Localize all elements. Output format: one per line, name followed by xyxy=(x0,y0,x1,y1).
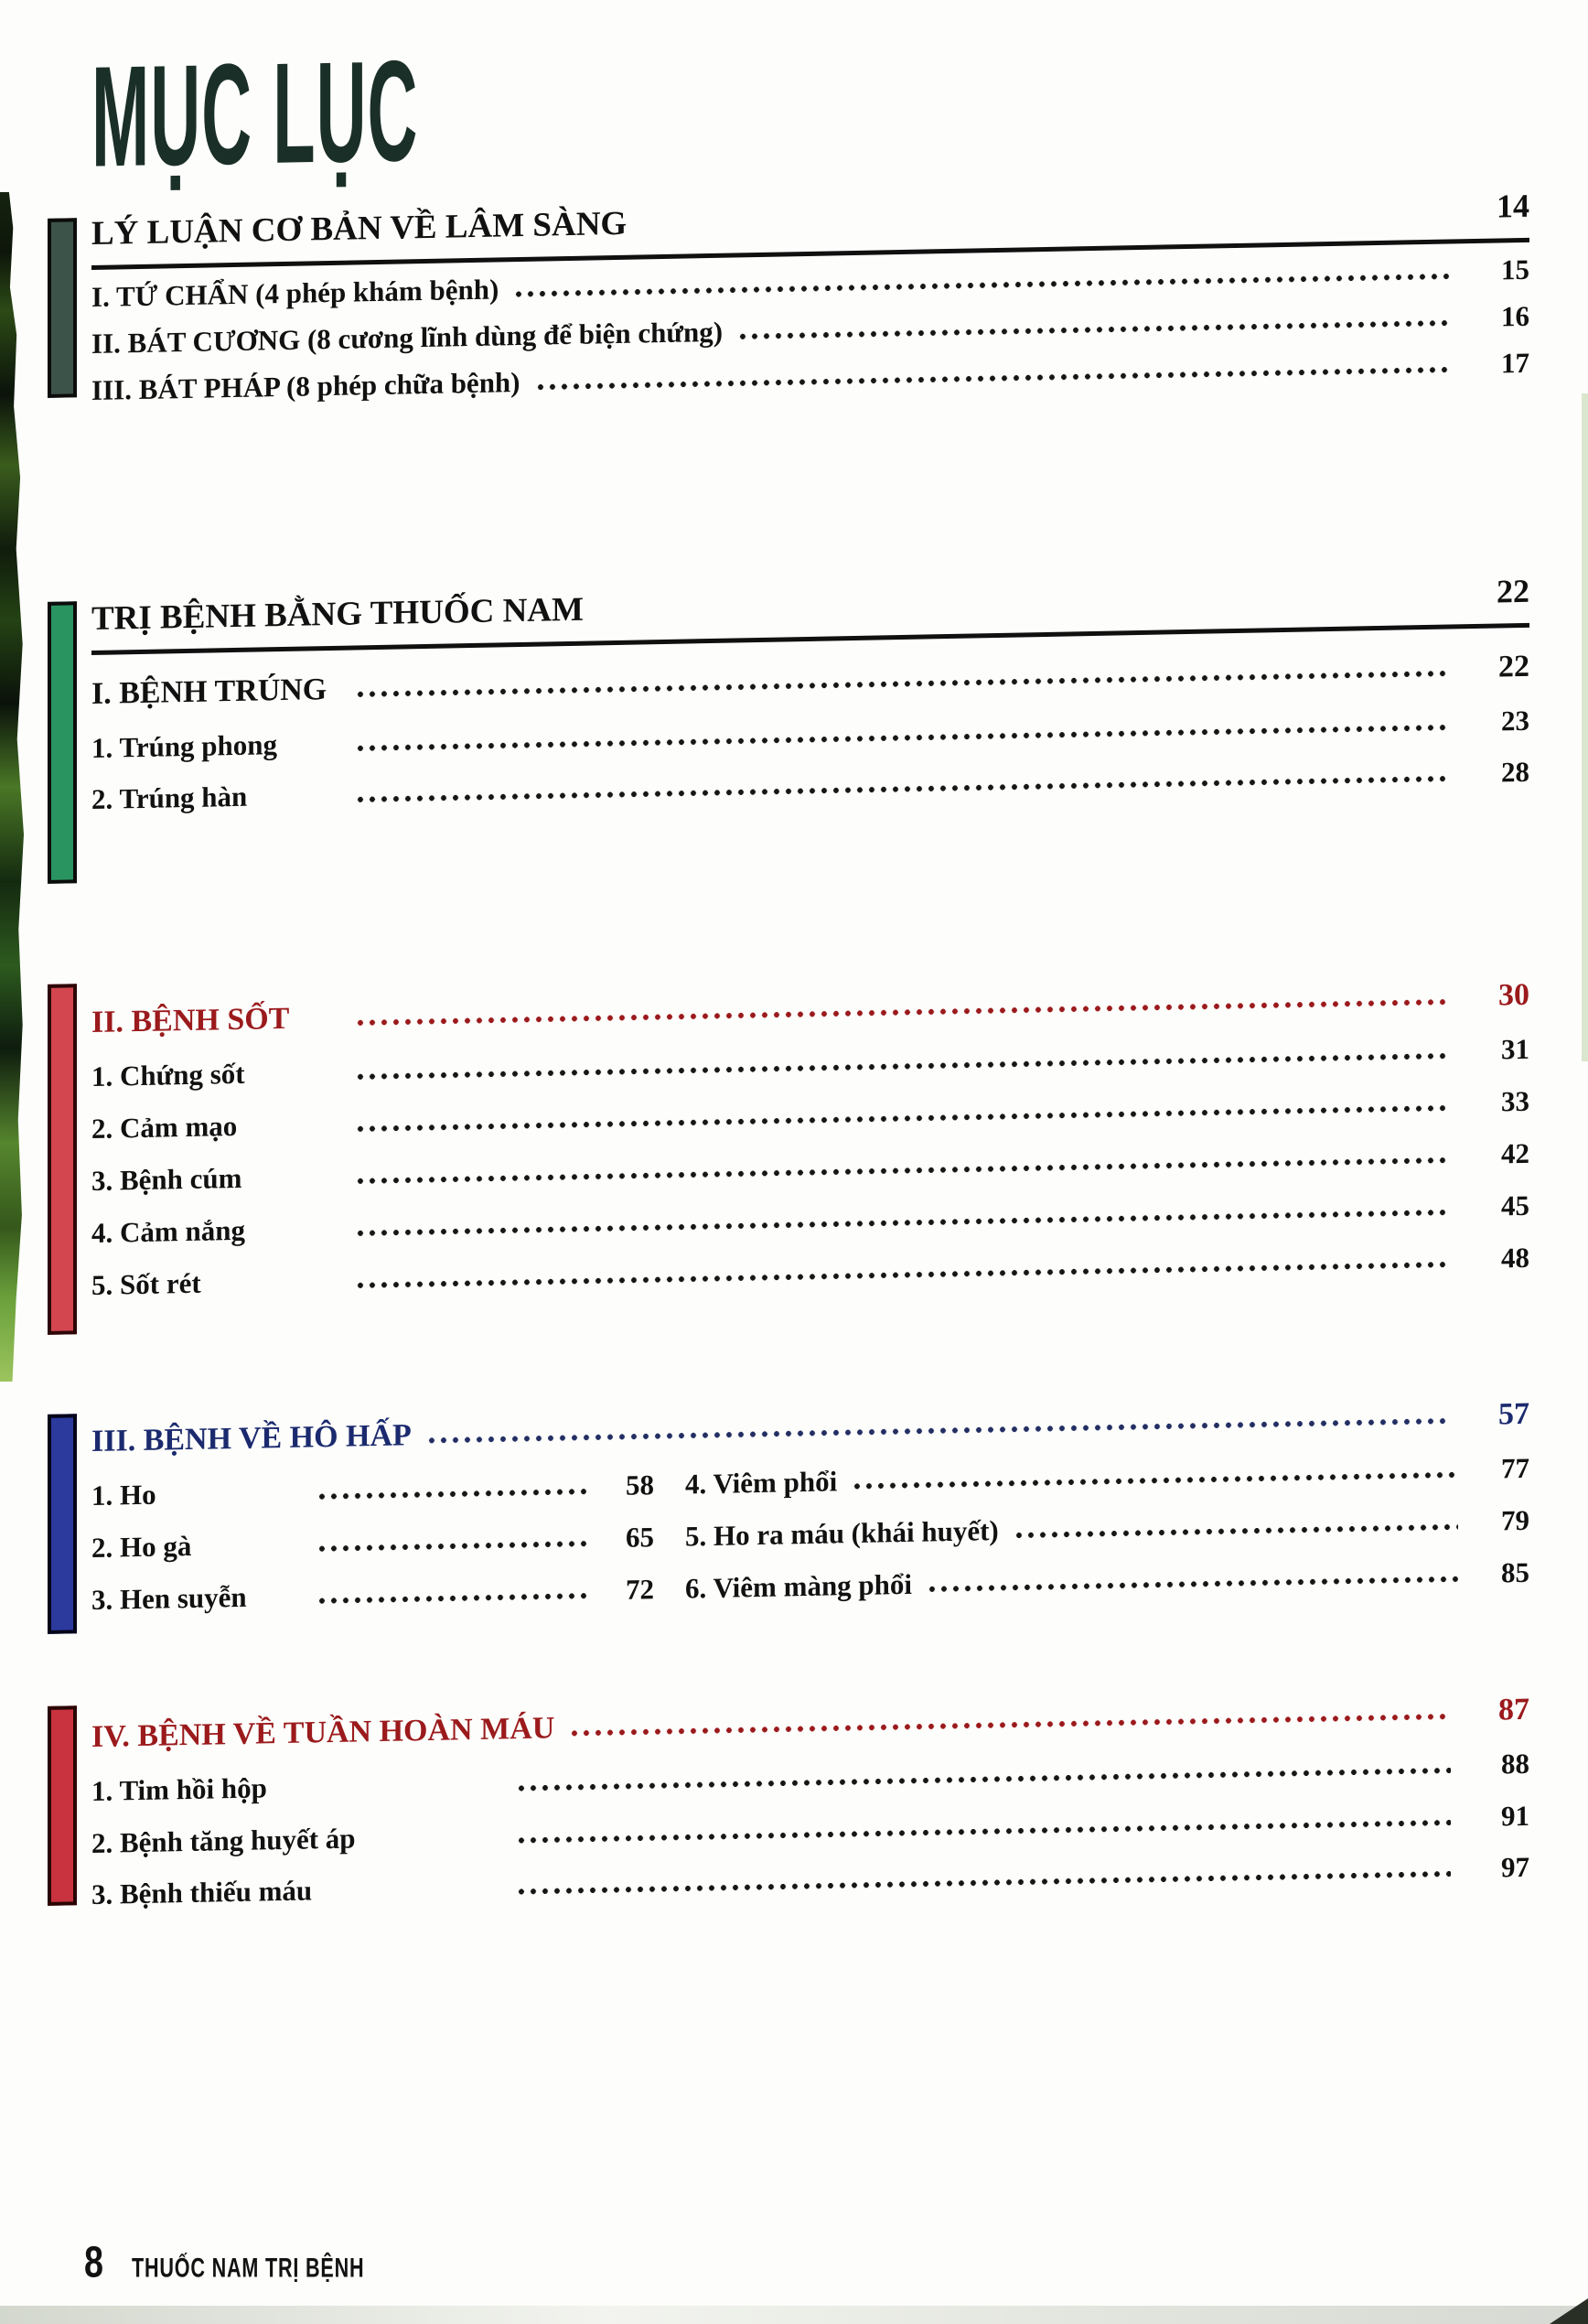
toc-entry xyxy=(91,1848,1529,1914)
page-number: 22 xyxy=(1498,649,1529,684)
footer-page-number: 8 xyxy=(84,2236,103,2286)
dot-leader xyxy=(355,723,1451,752)
dot-leader xyxy=(516,1818,1451,1845)
section-ho-hap xyxy=(91,1393,1529,1619)
footer-book-title: THUỐC NAM TRỊ BỆNH xyxy=(131,2252,364,2283)
dot-leader xyxy=(317,1540,586,1554)
dot-leader xyxy=(317,1488,586,1501)
page-number: 97 xyxy=(1501,1851,1529,1884)
page-number: 58 xyxy=(626,1469,654,1502)
page-number: 72 xyxy=(626,1573,654,1606)
section-accent-bar xyxy=(48,601,77,884)
entry-label: 2. Bệnh tăng huyết áp xyxy=(91,1822,356,1859)
left-edge-leaf-texture xyxy=(0,192,24,1382)
section-tuan-hoan-mau xyxy=(91,1689,1529,1915)
dot-leader xyxy=(535,365,1452,391)
dot-leader xyxy=(355,1156,1451,1185)
dot-leader xyxy=(355,1103,1451,1133)
section-accent-bar xyxy=(48,1415,77,1634)
entry-label: 3. Hen suyễn xyxy=(91,1580,247,1616)
page-number: 45 xyxy=(1501,1189,1529,1222)
section-heading-row xyxy=(91,569,1529,654)
dot-leader xyxy=(355,998,1451,1028)
page-title: MỤC LỤC xyxy=(91,30,419,198)
entry-label: 1. Ho xyxy=(91,1478,156,1512)
page-number: 79 xyxy=(1501,1503,1529,1537)
entry-label: III. BÁT PHÁP (8 phép chữa bệnh) xyxy=(91,365,520,406)
dot-leader xyxy=(516,1766,1451,1792)
bottom-edge-scan-artifact xyxy=(0,2306,1588,2324)
toc-entry xyxy=(91,1238,1529,1304)
page-number: 87 xyxy=(1498,1692,1529,1727)
section-benh-sot xyxy=(91,974,1529,1304)
entry-label: II. BÁT CƯƠNG (8 cương lĩnh dùng để biện chứng) xyxy=(91,315,724,360)
group-heading: IV. BỆNH VỀ TUẦN HOÀN MÁU xyxy=(91,1711,555,1754)
page-number: 77 xyxy=(1501,1452,1529,1485)
page-number: 91 xyxy=(1501,1799,1529,1832)
group-heading: I. BỆNH TRÚNG xyxy=(91,672,327,711)
dot-leader xyxy=(355,669,1451,698)
dot-leader xyxy=(355,775,1451,804)
toc-entry xyxy=(91,753,1529,819)
page-number: 88 xyxy=(1501,1747,1529,1781)
page-number: 15 xyxy=(1501,253,1529,286)
dot-leader xyxy=(737,318,1451,340)
entry-label: 5. Sốt rét xyxy=(91,1266,201,1301)
entry-label: 1. Trúng phong xyxy=(91,727,278,764)
two-column-list xyxy=(91,1436,1529,1619)
group-heading: II. BỆNH SỐT xyxy=(91,1002,290,1040)
page-number: 65 xyxy=(626,1521,654,1554)
right-edge-scan-artifact xyxy=(1582,393,1588,1061)
page-number: 14 xyxy=(1497,187,1529,225)
dot-leader xyxy=(852,1471,1458,1491)
toc-content xyxy=(91,0,1529,1914)
entry-label: 1. Tim hồi hộp xyxy=(91,1771,267,1807)
toc-entry xyxy=(685,1449,1529,1504)
left-column xyxy=(91,1452,654,1619)
dot-leader xyxy=(516,1870,1451,1897)
dot-leader xyxy=(317,1592,586,1606)
entry-label: 4. Cảm nắng xyxy=(91,1213,245,1249)
toc-entry xyxy=(685,1501,1529,1556)
toc-entry xyxy=(91,1466,654,1515)
section-accent-bar xyxy=(48,984,77,1336)
group-heading: III. BỆNH VỀ HÔ HẤP xyxy=(91,1418,412,1459)
dot-leader xyxy=(1014,1522,1458,1539)
section-accent-bar xyxy=(48,1705,77,1906)
entry-label: 4. Viêm phổi xyxy=(685,1465,838,1501)
toc-entry xyxy=(685,1554,1529,1609)
section-heading: TRỊ BỆNH BẰNG THUỐC NAM xyxy=(91,590,584,638)
page-footer xyxy=(84,2238,423,2287)
entry-label: 1. Chứng sốt xyxy=(91,1057,245,1093)
page-number: 85 xyxy=(1501,1555,1529,1589)
entry-label: 2. Cảm mạo xyxy=(91,1109,238,1146)
entry-label: 3. Bệnh thiếu máu xyxy=(91,1874,313,1911)
dot-leader xyxy=(513,273,1451,299)
page-number: 16 xyxy=(1501,299,1529,333)
dot-leader xyxy=(355,1208,1451,1237)
section-ly-luan xyxy=(91,185,1529,410)
page-number: 22 xyxy=(1497,572,1529,610)
page-number: 33 xyxy=(1501,1084,1529,1118)
page-number: 48 xyxy=(1501,1241,1529,1274)
dot-leader xyxy=(927,1575,1458,1593)
page-number: 57 xyxy=(1498,1397,1529,1432)
right-column xyxy=(685,1436,1529,1608)
dot-leader xyxy=(355,1260,1451,1289)
page-number: 30 xyxy=(1498,978,1529,1013)
page-number: 17 xyxy=(1501,346,1529,380)
entry-label: 6. Viêm màng phổi xyxy=(685,1567,913,1605)
section-tri-benh xyxy=(91,569,1529,819)
entry-label: 2. Ho gà xyxy=(91,1530,192,1565)
heading-spacer xyxy=(584,603,1464,619)
page-number: 28 xyxy=(1501,756,1529,789)
page-number: 31 xyxy=(1501,1033,1529,1066)
entry-label: I. TỨ CHẨN (4 phép khám bệnh) xyxy=(91,273,499,314)
dot-leader xyxy=(355,1052,1451,1081)
dot-leader xyxy=(569,1712,1451,1738)
heading-spacer xyxy=(627,218,1464,234)
entry-label: 5. Ho ra máu (khái huyết) xyxy=(685,1514,999,1553)
entry-label: 2. Trúng hàn xyxy=(91,780,248,816)
toc-entry xyxy=(91,1518,654,1567)
page-number: 42 xyxy=(1501,1136,1529,1170)
section-heading: LÝ LUẬN CƠ BẢN VỀ LÂM SÀNG xyxy=(91,204,628,253)
section-accent-bar xyxy=(48,218,77,397)
entry-label: 3. Bệnh cúm xyxy=(91,1161,242,1197)
toc-entry xyxy=(91,1570,654,1619)
page-number: 23 xyxy=(1501,704,1529,737)
